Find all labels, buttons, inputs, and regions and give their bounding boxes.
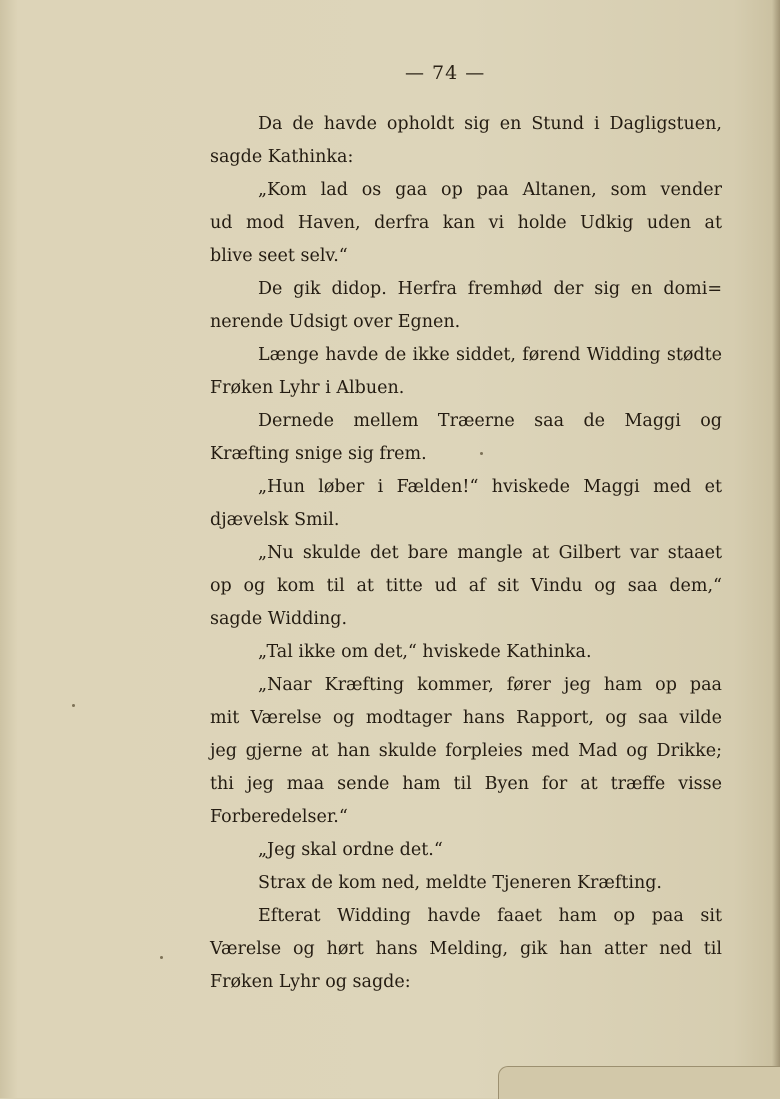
text-line: Forberedelser.“ [210,807,348,827]
text-line: mit Værelse og modtager hans Rapport, og saa vilde [210,708,722,728]
text-line: „Hun løber i Fælden!“ hviskede Maggi med et [258,477,722,497]
text-line: Efterat Widding havde faaet ham op paa sit [258,906,722,926]
text-line: „Naar Kræfting kommer, fører jeg ham op paa [258,675,722,695]
page-edge-shadow [772,0,780,1098]
text-line: „Kom lad os gaa op paa Altanen, som vender [258,180,722,200]
body-text [210,108,722,999]
text-line: sagde Widding. [210,609,348,629]
page-number: — 74 — [405,62,486,84]
text-line: Kræfting snige sig frem. [210,444,427,464]
paper-speck [72,704,75,707]
text-line: Frøken Lyhr i Albuen. [210,378,405,398]
text-line: nerende Udsigt over Egnen. [210,312,461,332]
text-line: Værelse og hørt hans Melding, gik han atter ned til [210,939,722,959]
page-corner-fold [498,1066,780,1099]
text-line: Strax de kom ned, meldte Tjeneren Kræfting. [258,873,662,893]
text-line: ud mod Haven, derfra kan vi holde Udkig uden at [210,213,722,233]
text-line: De gik didop. Herfra fremhød der sig en domi= [258,279,722,299]
text-line: sagde Kathinka: [210,147,354,167]
text-line: thi jeg maa sende ham til Byen for at træffe visse [210,774,722,794]
text-line: „Jeg skal ordne det.“ [258,840,443,860]
text-line: Dernede mellem Træerne saa de Maggi og [258,411,722,431]
text-line: op og kom til at titte ud af sit Vindu og saa dem,“ [210,576,722,596]
text-line: Da de havde opholdt sig en Stund i Dagligstuen, [258,114,722,134]
text-line: „Tal ikke om det,“ hviskede Kathinka. [258,642,592,662]
text-line: Længe havde de ikke siddet, førend Widding stødte [258,345,722,365]
text-line: blive seet selv.“ [210,246,348,266]
text-line: djævelsk Smil. [210,510,340,530]
paper-speck [160,956,163,959]
text-line: jeg gjerne at han skulde forpleies med Mad og Drikke; [210,741,722,761]
text-line: Frøken Lyhr og sagde: [210,972,411,992]
text-line: „Nu skulde det bare mangle at Gilbert var staaet [258,543,722,563]
